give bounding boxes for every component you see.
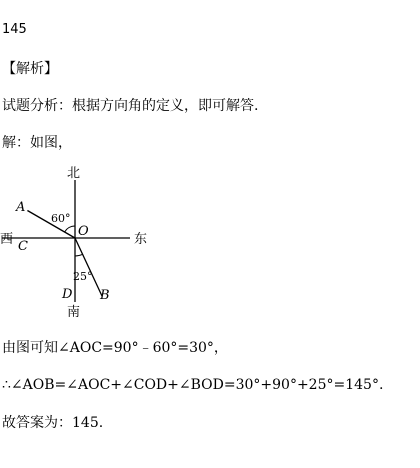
answer-value: 145 <box>2 22 27 37</box>
analysis-text: 试题分析：根据方向角的定义，即可解答. <box>2 98 259 114</box>
east-label: 东 <box>134 232 148 247</box>
south-label: 南 <box>67 305 81 320</box>
conclusion-text: 故答案为：145. <box>2 415 104 431</box>
angle-arc-a <box>65 226 75 232</box>
direction-diagram <box>0 160 170 320</box>
ray-ob <box>75 238 102 296</box>
section-heading: 【解析】 <box>2 61 58 77</box>
point-b-label: B <box>100 288 110 303</box>
north-label: 北 <box>67 166 81 181</box>
angle-b-label: 25° <box>73 270 93 283</box>
west-label: 西 <box>0 232 14 247</box>
solution-step-2: ∴∠AOB=∠AOC+∠COD+∠BOD=30°+90°+25°=145°. <box>2 377 384 393</box>
point-c-label: C <box>18 239 28 254</box>
angle-arc-b <box>75 254 83 256</box>
point-d-label: D <box>62 287 73 302</box>
angle-a-label: 60° <box>51 212 71 225</box>
solution-intro: 解：如图， <box>2 135 72 151</box>
point-a-label: A <box>16 200 26 215</box>
origin-label: O <box>78 224 89 239</box>
solution-step-1: 由图可知∠AOC=90°﹣60°=30°， <box>2 340 228 356</box>
